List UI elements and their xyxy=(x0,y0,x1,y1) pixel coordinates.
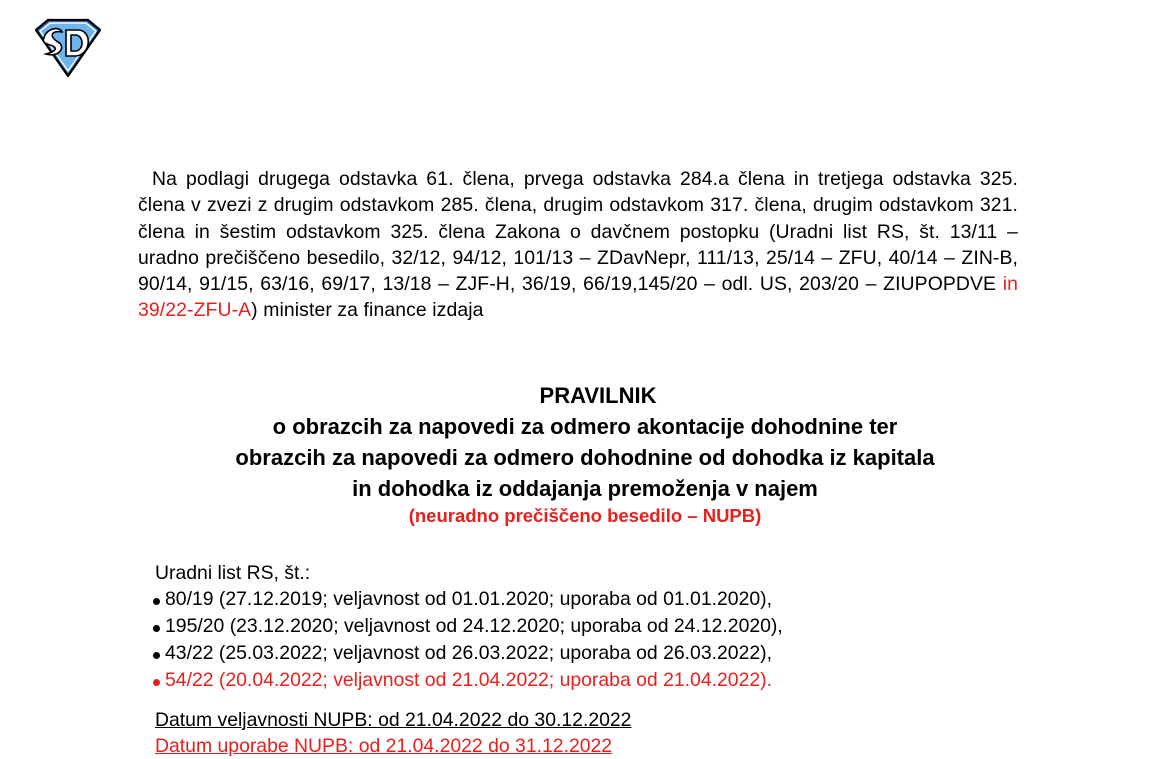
bullet-icon xyxy=(153,625,160,632)
gazette-list-item xyxy=(152,586,783,613)
document-subtitle-line-3: in dohodka iz oddajanja premoženja v najem xyxy=(352,476,818,501)
gazette-item-text: 43/22 (25.03.2022; veljavnost od 26.03.2022; uporaba od 26.03.2022), xyxy=(165,642,772,664)
gazette-list-item xyxy=(152,613,783,640)
preamble-paragraph xyxy=(138,166,1018,324)
gazette-item-text: 54/22 (20.04.2022; veljavnost od 21.04.2022; uporaba od 21.04.2022). xyxy=(165,669,772,691)
preamble-amendment-reference: in 39/22-ZFU-A xyxy=(138,273,1018,322)
document-title-block xyxy=(100,381,1070,528)
document-subtitle-line-1: o obrazcih za napovedi za odmero akontacije dohodnine ter xyxy=(272,414,898,439)
shield-logo-icon xyxy=(30,18,104,78)
gazette-list-item xyxy=(152,640,783,667)
gazette-heading: Uradni list RS, št.: xyxy=(155,562,311,584)
preamble-text-end: ) minister za finance izdaja xyxy=(251,299,484,322)
document-title: PRAVILNIK xyxy=(539,383,657,408)
gazette-list xyxy=(152,586,783,694)
nupb-validity-date: Datum veljavnosti NUPB: od 21.04.2022 do 30.12.2022 xyxy=(155,709,632,731)
nupb-use-date: Datum uporabe NUPB: od 21.04.2022 do 31.12.2022 xyxy=(155,735,613,757)
bullet-icon xyxy=(153,598,160,605)
gazette-list-item-latest xyxy=(152,667,783,694)
bullet-icon xyxy=(153,679,160,686)
gazette-item-text: 80/19 (27.12.2019; veljavnost od 01.01.2020; uporaba od 01.01.2020), xyxy=(165,588,772,610)
document-subtitle-line-2: obrazcih za napovedi za odmero dohodnine od dohodka iz kapitala xyxy=(235,445,935,470)
gazette-item-text: 195/20 (23.12.2020; veljavnost od 24.12.2020; uporaba od 24.12.2020), xyxy=(165,615,783,637)
bullet-icon xyxy=(153,652,160,659)
preamble-text: Na podlagi drugega odstavka 61. člena, prvega odstavka 284.a člena in tretjega odstavka 325. člena v zvezi z drugim odstavkom 285. člena, drugim odstavkom 317. člena, drugim odstavkom 321. člena in šestim odstavkom 325. člena Zakona o davčnem postopku (Uradni list RS, št. 13/11 – uradno prečiščeno besedilo, 32/12, 94/12, 101/13 – ZDavNepr, 111/13, 25/14 – ZFU, 40/14 – ZIN-B, 90/14, 91/15, 63/16, 69/17, 13/18 – ZJF-H, 36/19, 66/19,145/20 – odl. US, 203/20 – ZIUPOPDVE xyxy=(138,168,1018,296)
nupb-note: (neuradno prečiščeno besedilo – NUPB) xyxy=(408,505,762,526)
